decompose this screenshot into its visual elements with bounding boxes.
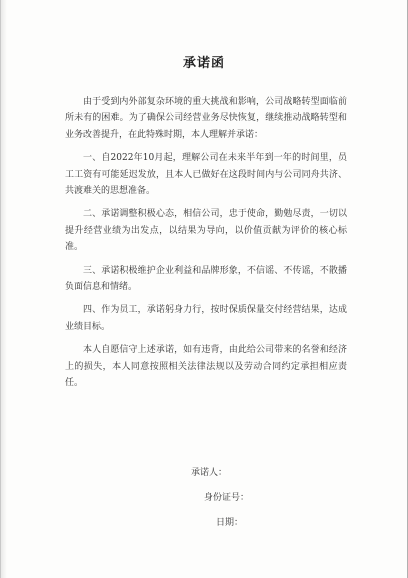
paragraph-item-2: 二、承诺调整积极心态，相信公司，忠于使命，勤勉尽责，一切以提升经营业绩为出发点，以结果为导向，以价值贡献为评价的核心标准。 bbox=[65, 209, 347, 253]
paragraph-item-4: 四、作为员工，承诺躬身力行，按时保质保量交付经营结果，达成业绩目标。 bbox=[65, 305, 347, 332]
page-edge-shadow bbox=[1, 0, 7, 578]
document-body bbox=[65, 94, 347, 399]
promisor-label: 承诺人： bbox=[191, 468, 228, 478]
date-label: 日期： bbox=[216, 518, 244, 528]
id-number-label: 身份证号： bbox=[204, 493, 250, 503]
paragraph-closing: 本人自愿信守上述承诺，如有违背，由此给公司带来的名誉和经济上的损失，本人同意按照相关法律法规以及劳动合同约定承担相应责任。 bbox=[65, 345, 347, 389]
paragraph-item-1: 一、自2022年10月起，理解公司在未来半年到一年的时间里，员工工资有可能延迟发放，且本人已做好在这段时间内与公司同舟共济、共渡难关的思想准备。 bbox=[65, 153, 347, 197]
document-title: 承诺函 bbox=[182, 56, 225, 71]
paragraph-item-3: 三、承诺积极维护企业利益和品牌形象，不信谣、不传谣，不散播负面信息和情绪。 bbox=[65, 265, 347, 293]
signature-block bbox=[191, 461, 249, 536]
paragraph-intro: 由于受到内外部复杂环境的重大挑战和影响，公司战略转型面临前所未有的困难。为了确保公司经营业务尽快恢复，继续推动战略转型和业务改善提升，在此特殊时期，本人理解并承诺： bbox=[65, 97, 347, 140]
